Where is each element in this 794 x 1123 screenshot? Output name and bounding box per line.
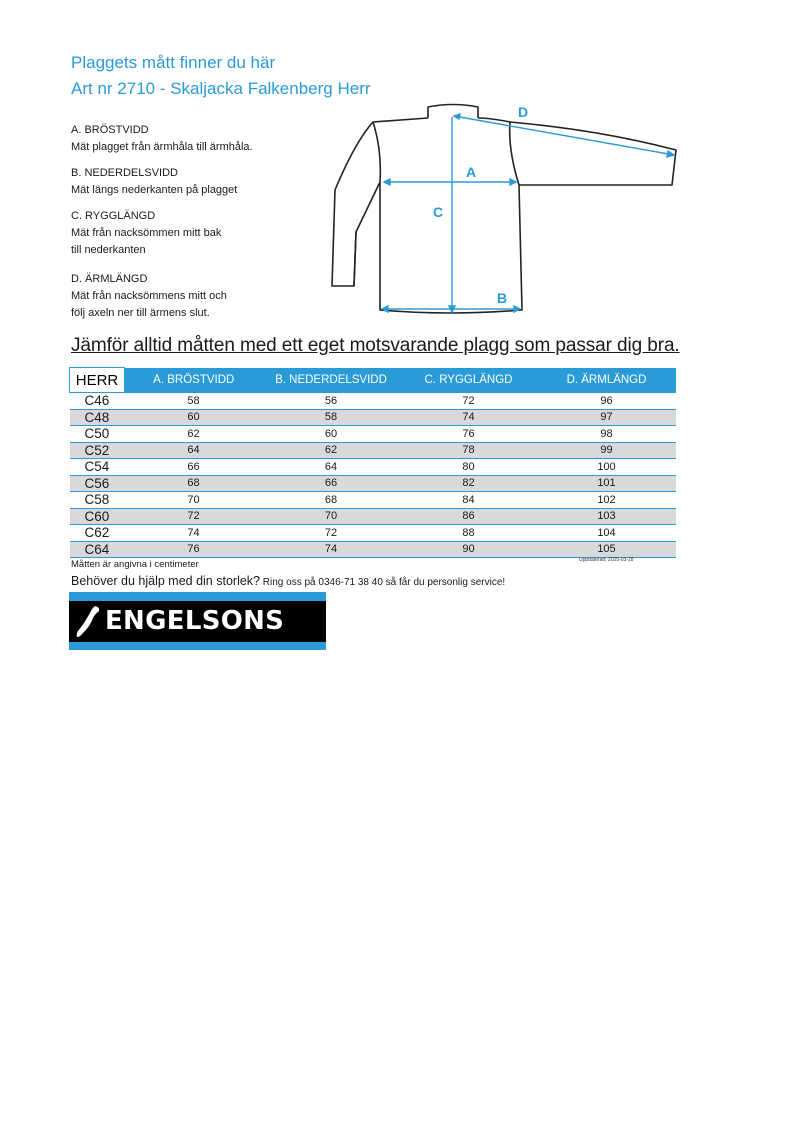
- table-row: [70, 492, 676, 509]
- hem-cell: 62: [263, 442, 400, 459]
- sleeve-cell: 100: [538, 459, 676, 476]
- compare-note: Jämför alltid måtten med ett eget motsvarande plagg som passar dig bra.: [71, 335, 680, 356]
- jacket-outline: [332, 105, 676, 314]
- measurement-d: [71, 271, 227, 322]
- back-length-cell: 86: [400, 508, 538, 525]
- sleeve-cell: 97: [538, 409, 676, 426]
- size-cell: C60: [70, 508, 125, 525]
- chest-cell: 72: [125, 508, 263, 525]
- size-cell: C50: [70, 426, 125, 443]
- diagram-label-d: D: [518, 104, 529, 120]
- back-length-cell: 74: [400, 409, 538, 426]
- back-length-cell: 78: [400, 442, 538, 459]
- back-length-cell: 80: [400, 459, 538, 476]
- measurement-heading: A. BRÖSTVIDD: [71, 124, 149, 136]
- diagram-label-c: C: [433, 204, 444, 220]
- measurement-heading: D. ÄRMLÄNGD: [71, 273, 148, 285]
- chest-cell: 70: [125, 492, 263, 509]
- hem-cell: 64: [263, 459, 400, 476]
- measurement-heading: C. RYGGLÄNGD: [71, 210, 156, 222]
- back-length-cell: 76: [400, 426, 538, 443]
- chest-cell: 64: [125, 442, 263, 459]
- measure-lines: [382, 114, 674, 312]
- chest-cell: 66: [125, 459, 263, 476]
- back-length-cell: 72: [400, 393, 538, 410]
- sweden-map-icon: [75, 605, 103, 639]
- measurement-description: Mät från nacksömmen mitt bak: [71, 227, 222, 239]
- sleeve-cell: 105: [538, 541, 676, 558]
- hem-cell: 66: [263, 475, 400, 492]
- chest-cell: 74: [125, 525, 263, 542]
- back-length-cell: 90: [400, 541, 538, 558]
- size-cell: C62: [70, 525, 125, 542]
- hem-column-header: B. NEDERDELSVIDD: [263, 368, 400, 393]
- help-text: [71, 574, 505, 588]
- table-row: [70, 426, 676, 443]
- size-cell: C46: [70, 393, 125, 410]
- size-cell: C54: [70, 459, 125, 476]
- diagram-label-b: B: [497, 290, 508, 306]
- unit-note: Måtten är angivna i centimeter: [71, 559, 199, 570]
- chest-column-header: A. BRÖSTVIDD: [125, 368, 263, 393]
- table-row: [70, 541, 676, 558]
- sleeve-cell: 96: [538, 393, 676, 410]
- measurement-description: Mät längs nederkanten på plagget: [71, 184, 238, 196]
- sleeve-cell: 103: [538, 508, 676, 525]
- help-question: Behöver du hjälp med din storlek?: [71, 574, 261, 588]
- hem-cell: 56: [263, 393, 400, 410]
- measurement-description: Mät från nacksömmens mitt och: [71, 290, 227, 302]
- table-row: [70, 475, 676, 492]
- brand-name: ENGELSONS: [105, 606, 285, 636]
- size-table: [69, 367, 676, 558]
- table-row: [70, 409, 676, 426]
- measurement-heading: B. NEDERDELSVIDD: [71, 167, 178, 179]
- sleeve-cell: 99: [538, 442, 676, 459]
- measurement-description-cont: till nederkanten: [71, 244, 146, 256]
- size-cell: C58: [70, 492, 125, 509]
- measurement-c: [71, 208, 221, 259]
- hem-cell: 74: [263, 541, 400, 558]
- sleeve-cell: 104: [538, 525, 676, 542]
- logo-band: [69, 601, 326, 642]
- chest-cell: 58: [125, 393, 263, 410]
- back-length-cell: 84: [400, 492, 538, 509]
- help-service: Ring oss på 0346-71 38 40 så får du personlig service!: [260, 577, 506, 588]
- size-cell: C64: [70, 541, 125, 558]
- size-table-header: [70, 368, 676, 393]
- updated-date: Uppdaterad: 2025-03-18: [579, 557, 634, 563]
- back-length-column-header: C. RYGGLÄNGD: [400, 368, 538, 393]
- size-cell: C52: [70, 442, 125, 459]
- sleeve-cell: 102: [538, 492, 676, 509]
- chest-cell: 68: [125, 475, 263, 492]
- hem-cell: 68: [263, 492, 400, 509]
- chest-cell: 60: [125, 409, 263, 426]
- table-row: [70, 393, 676, 410]
- product-title: Art nr 2710 - Skaljacka Falkenberg Herr: [71, 79, 371, 98]
- measurement-b: [71, 165, 237, 199]
- diagram-label-a: A: [466, 164, 477, 180]
- measurement-description-cont: följ axeln ner till ärmens slut.: [71, 307, 210, 319]
- engelsons-logo: [69, 592, 326, 650]
- hem-cell: 70: [263, 508, 400, 525]
- size-cell: C56: [70, 475, 125, 492]
- hem-cell: 72: [263, 525, 400, 542]
- chest-cell: 76: [125, 541, 263, 558]
- back-length-cell: 82: [400, 475, 538, 492]
- size-column-header: HERR: [70, 368, 125, 393]
- page-title: Plaggets mått finner du här: [71, 53, 276, 72]
- table-row: [70, 442, 676, 459]
- hem-cell: 60: [263, 426, 400, 443]
- sleeve-cell: 98: [538, 426, 676, 443]
- table-row: [70, 459, 676, 476]
- chest-cell: 62: [125, 426, 263, 443]
- sleeve-cell: 101: [538, 475, 676, 492]
- measurement-a: [71, 122, 253, 156]
- back-length-cell: 88: [400, 525, 538, 542]
- jacket-measurement-diagram: [325, 95, 685, 325]
- table-row: [70, 525, 676, 542]
- size-cell: C48: [70, 409, 125, 426]
- hem-cell: 58: [263, 409, 400, 426]
- sleeve-column-header: D. ÄRMLÄNGD: [538, 368, 676, 393]
- table-row: [70, 508, 676, 525]
- measurement-description: Mät plagget från ärmhåla till ärmhåla.: [71, 141, 253, 153]
